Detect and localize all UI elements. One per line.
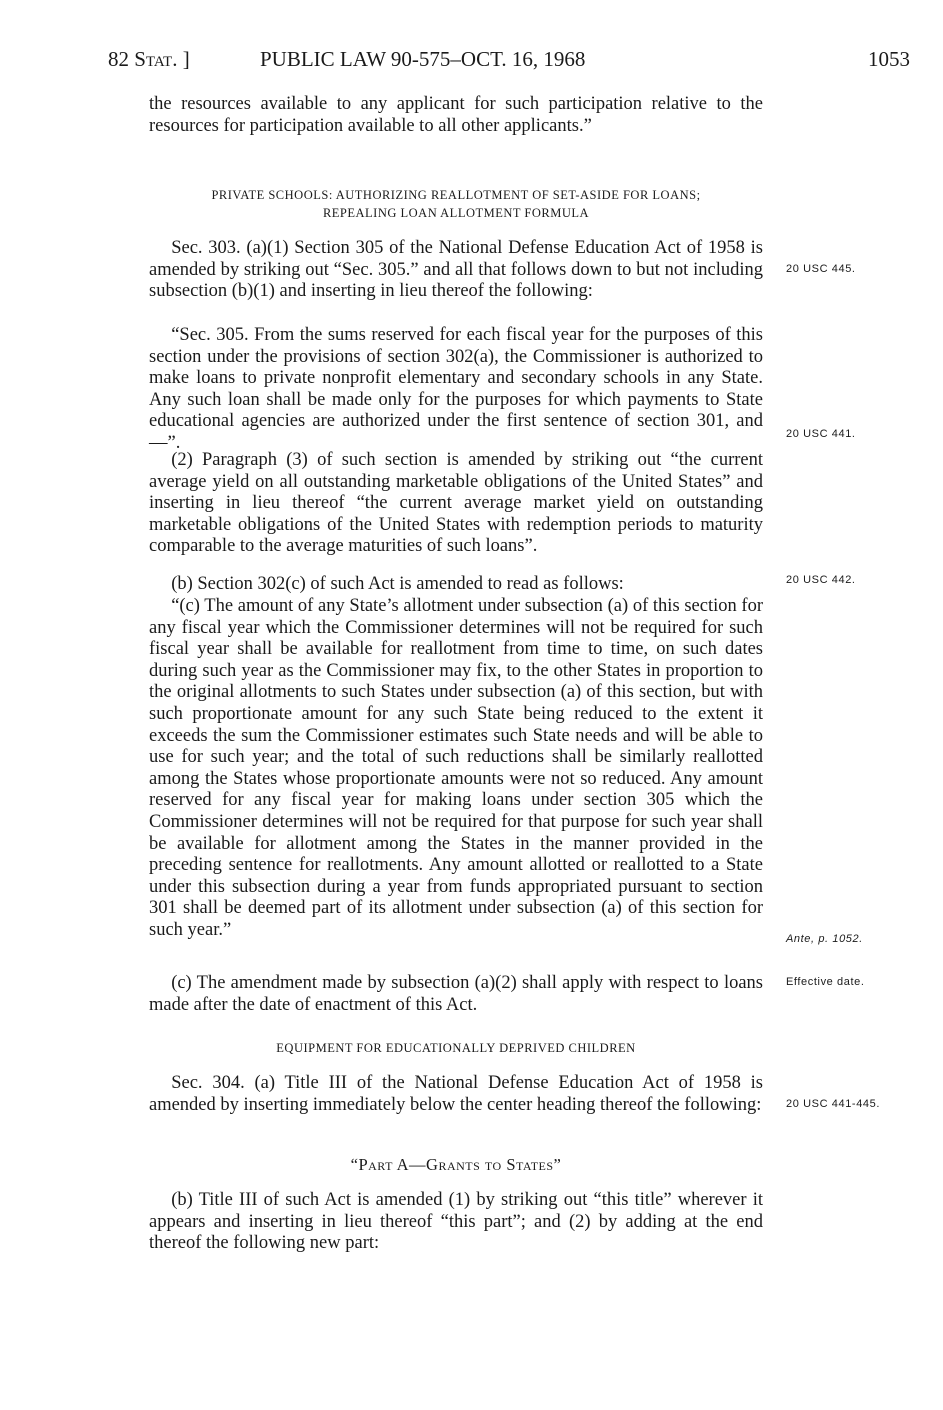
continuation-paragraph: the resources available to any applicant for such participation relative to the resources for participation available to all other applicants.” [149,94,763,136]
sec303-c-paragraph: (c) The amendment made by subsection (a)(2) shall apply with respect to loans made after the date of enactment of this Act. [149,973,763,1015]
margin-note-20usc442: 20 USC 442. [786,574,856,586]
heading-line-1: PRIVATE SCHOOLS: AUTHORIZING REALLOTMENT OF SET-ASIDE FOR LOANS; [211,188,701,202]
margin-note-20usc441-445: 20 USC 441-445. [786,1098,880,1110]
heading-line-2: REPEALING LOAN ALLOTMENT FORMULA [322,206,590,220]
sec305-quote-paragraph: “Sec. 305. From the sums reserved for each fiscal year for the purposes of this section under the provisions of section 302(a), the Commissioner is authorized to make loans to private nonprofit elementary and secondary schools in any State. Any such loan shall be made only for the purposes for which payments to State educational agencies are authorized under the first sentence of section 301, and—”. [149,325,763,453]
sec303-b-paragraph: (b) Section 302(c) of such Act is amended to read as follows: [171,574,624,594]
sec303-a2-paragraph: (2) Paragraph (3) of such section is amended by striking out “the current average yield on all outstanding marketable obligations of the United States” and inserting in lieu thereof “the current average market yield on outstanding marketable obligations of the United States with redemption periods to maturity comparable to the average maturities of such loans”. [149,450,763,557]
sec304-a-paragraph: Sec. 304. (a) Title III of the National Defense Education Act of 1958 is amended by inserting immediately below the center heading thereof the following: [149,1073,763,1115]
part-a-title: “Part A—Grants to States” [350,1155,562,1174]
sec302c-quote-paragraph: “(c) The amount of any State’s allotment under subsection (a) of this section for any fiscal year which the Commissioner determines will not be required for such fiscal year shall be available for reallotment from time to time, on such dates during such year as the Commissioner may fix, to the other States in proportion to the original allotments to such States under subsection (a) of this section, but with such proportionate amount for any such State being reduced to the extent it exceeds the sum the Commissioner estimates such State needs and will be able to use for such year; and the total of such reductions shall be similarly reallotted among the States whose proportionate amounts were not so reduced. Any amount reserved for any fiscal year for making loans under section 305 which the Commissioner determines will not be required for that purpose for such year shall be available for allotment among the States in the manner provided in the preceding sentence for reallotments. Any amount allotted or reallotted to a State under this subsection during a year from funds appropriated pursuant to section 301 shall be deemed part of its allotment under subsection (a) of this section for such year.” [149,596,763,940]
sec303-a1-paragraph: Sec. 303. (a)(1) Section 305 of the National Defense Education Act of 1958 is amended by striking out “Sec. 305.” and all that follows down to but not including subsection (b)(1) and inserting in lieu thereof the following: [149,238,763,302]
margin-note-ante: Ante, p. 1052. [786,933,863,945]
margin-note-effective-date: Effective date. [786,976,865,988]
page-header [108,44,910,78]
statute-volume: 82 Stat. ] [108,47,190,71]
margin-note-20usc445: 20 USC 445. [786,263,856,275]
public-law-title: PUBLIC LAW 90-575–OCT. 16, 1968 [260,47,586,71]
section-heading-equipment: EQUIPMENT FOR EDUCATIONALLY DEPRIVED CHILDREN [276,1041,636,1055]
page-number: 1053 [868,47,910,71]
section-heading-private-schools [149,186,763,222]
margin-note-20usc441: 20 USC 441. [786,428,856,440]
sec304-b-paragraph: (b) Title III of such Act is amended (1) by striking out “this title” wherever it appears and inserting in lieu thereof “this part”; and (2) by adding at the end thereof the following new part: [149,1190,763,1254]
